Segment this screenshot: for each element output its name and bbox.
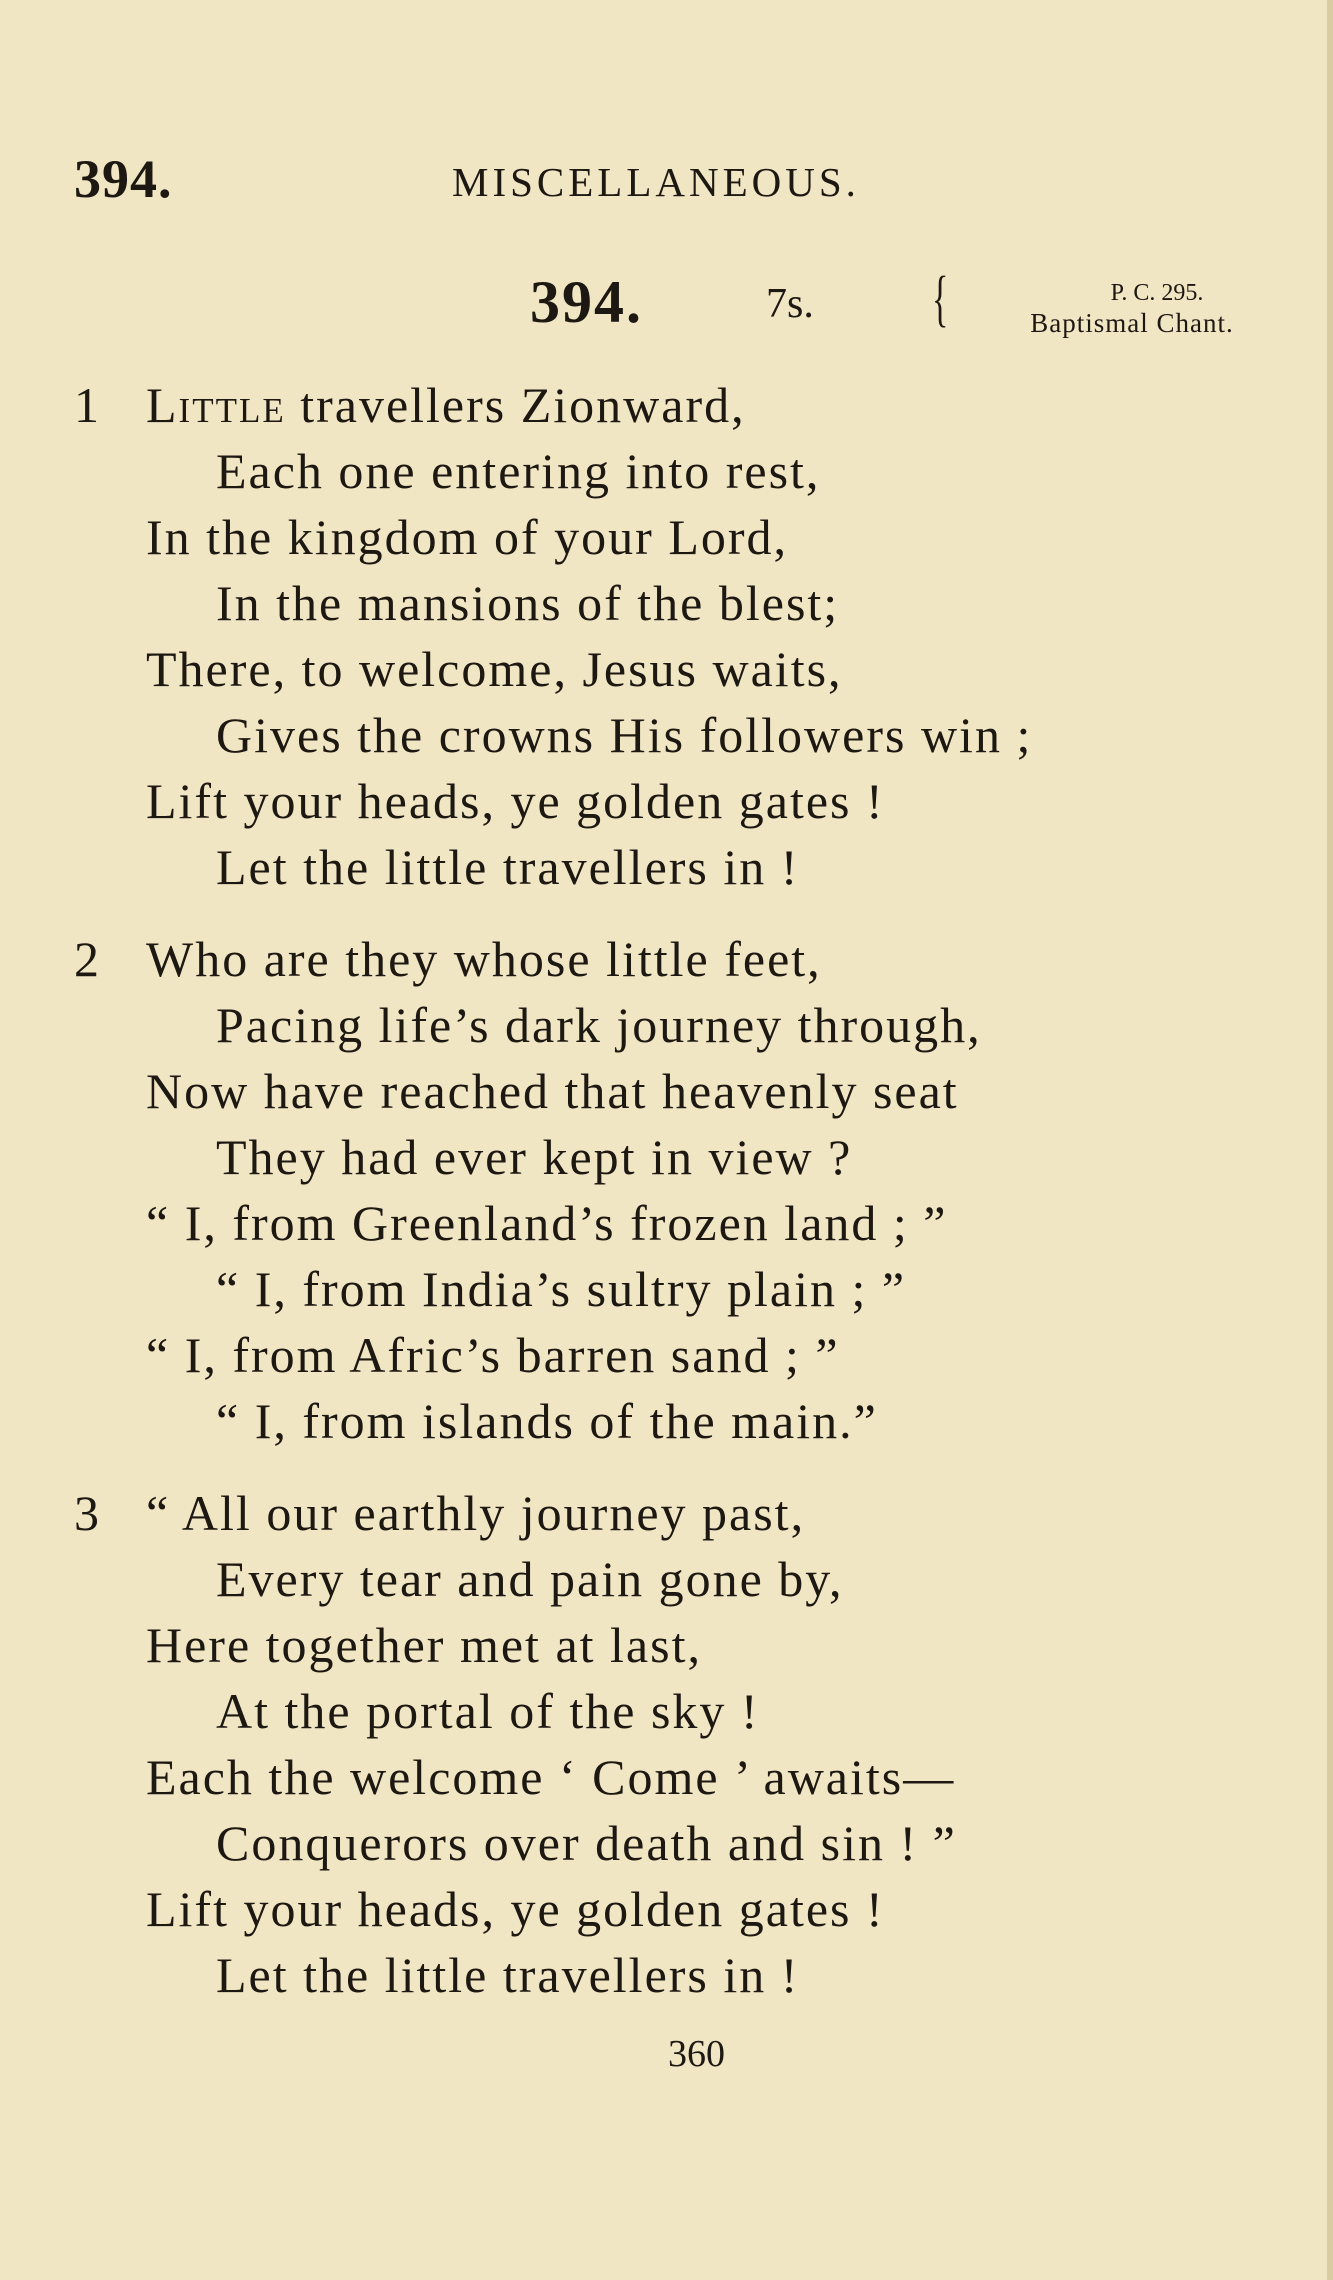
verse-line: There, to welcome, Jesus waits, bbox=[146, 641, 843, 697]
tune-reference: P. C. 295. bbox=[1110, 280, 1204, 306]
verse-line: Every tear and pain gone by, bbox=[216, 1551, 844, 1607]
verse-line-rest: travellers Zionward, bbox=[285, 377, 746, 433]
verse-line: Each one entering into rest, bbox=[216, 443, 821, 499]
tune-info bbox=[962, 278, 1302, 338]
stanza-2 bbox=[74, 926, 1314, 1454]
verse-line: “ I, from India’s sultry plain ; ” bbox=[216, 1261, 907, 1317]
stanza-number: 2 bbox=[74, 931, 99, 987]
verse-line: Lift your heads, ye golden gates ! bbox=[146, 1881, 885, 1937]
stanza-3 bbox=[74, 1480, 1314, 2008]
verse-line: Each the welcome ‘ Come ’ awaits— bbox=[146, 1749, 956, 1805]
verse-line: In the kingdom of your Lord, bbox=[146, 509, 789, 565]
tune-name: Baptismal Chant. bbox=[1030, 308, 1234, 338]
hymn-heading bbox=[530, 265, 1320, 352]
verse-line: Who are they whose little feet, bbox=[146, 931, 822, 987]
running-head: MISCELLANEOUS. bbox=[452, 159, 860, 205]
page-edge bbox=[1327, 0, 1333, 2280]
verse-line: Conquerors over death and sin ! ” bbox=[216, 1815, 957, 1871]
verse-first-word: Little bbox=[146, 377, 286, 433]
hymn-meter: 7s. bbox=[766, 281, 814, 327]
verse-line: Lift your heads, ye golden gates ! bbox=[146, 773, 885, 829]
verse-line: In the mansions of the blest; bbox=[216, 575, 840, 631]
verse-line bbox=[146, 372, 1314, 438]
verse-line: “ I, from Afric’s barren sand ; ” bbox=[146, 1327, 840, 1383]
verse-line: “ All our earthly journey past, bbox=[146, 1485, 806, 1541]
stanza-1 bbox=[74, 372, 1314, 900]
verse-line: Let the little travellers in ! bbox=[216, 1947, 800, 2003]
page-number: 394. bbox=[74, 149, 173, 209]
verse-line: “ I, from Greenland’s frozen land ; ” bbox=[146, 1195, 948, 1251]
stanza-number: 1 bbox=[74, 377, 99, 433]
verse-line: Let the little travellers in ! bbox=[216, 839, 800, 895]
stanza-number: 3 bbox=[74, 1485, 99, 1541]
verse-line: “ I, from islands of the main.” bbox=[216, 1393, 878, 1449]
page-footer bbox=[0, 2032, 1333, 2076]
verse-line: Pacing life’s dark journey through, bbox=[216, 997, 982, 1053]
verse-line: Here together met at last, bbox=[146, 1617, 702, 1673]
verse-line: They had ever kept in view ? bbox=[216, 1129, 853, 1185]
page-header bbox=[74, 148, 1314, 208]
verse-line: Now have reached that heavenly seat bbox=[146, 1063, 959, 1119]
tune-brace: { bbox=[932, 265, 949, 333]
signature-mark: 360 bbox=[668, 2033, 725, 2075]
hymn-number: 394. bbox=[530, 269, 643, 335]
verse-line: At the portal of the sky ! bbox=[216, 1683, 760, 1739]
verse-line: Gives the crowns His followers win ; bbox=[216, 707, 1033, 763]
hymn-verses bbox=[74, 372, 1314, 2034]
